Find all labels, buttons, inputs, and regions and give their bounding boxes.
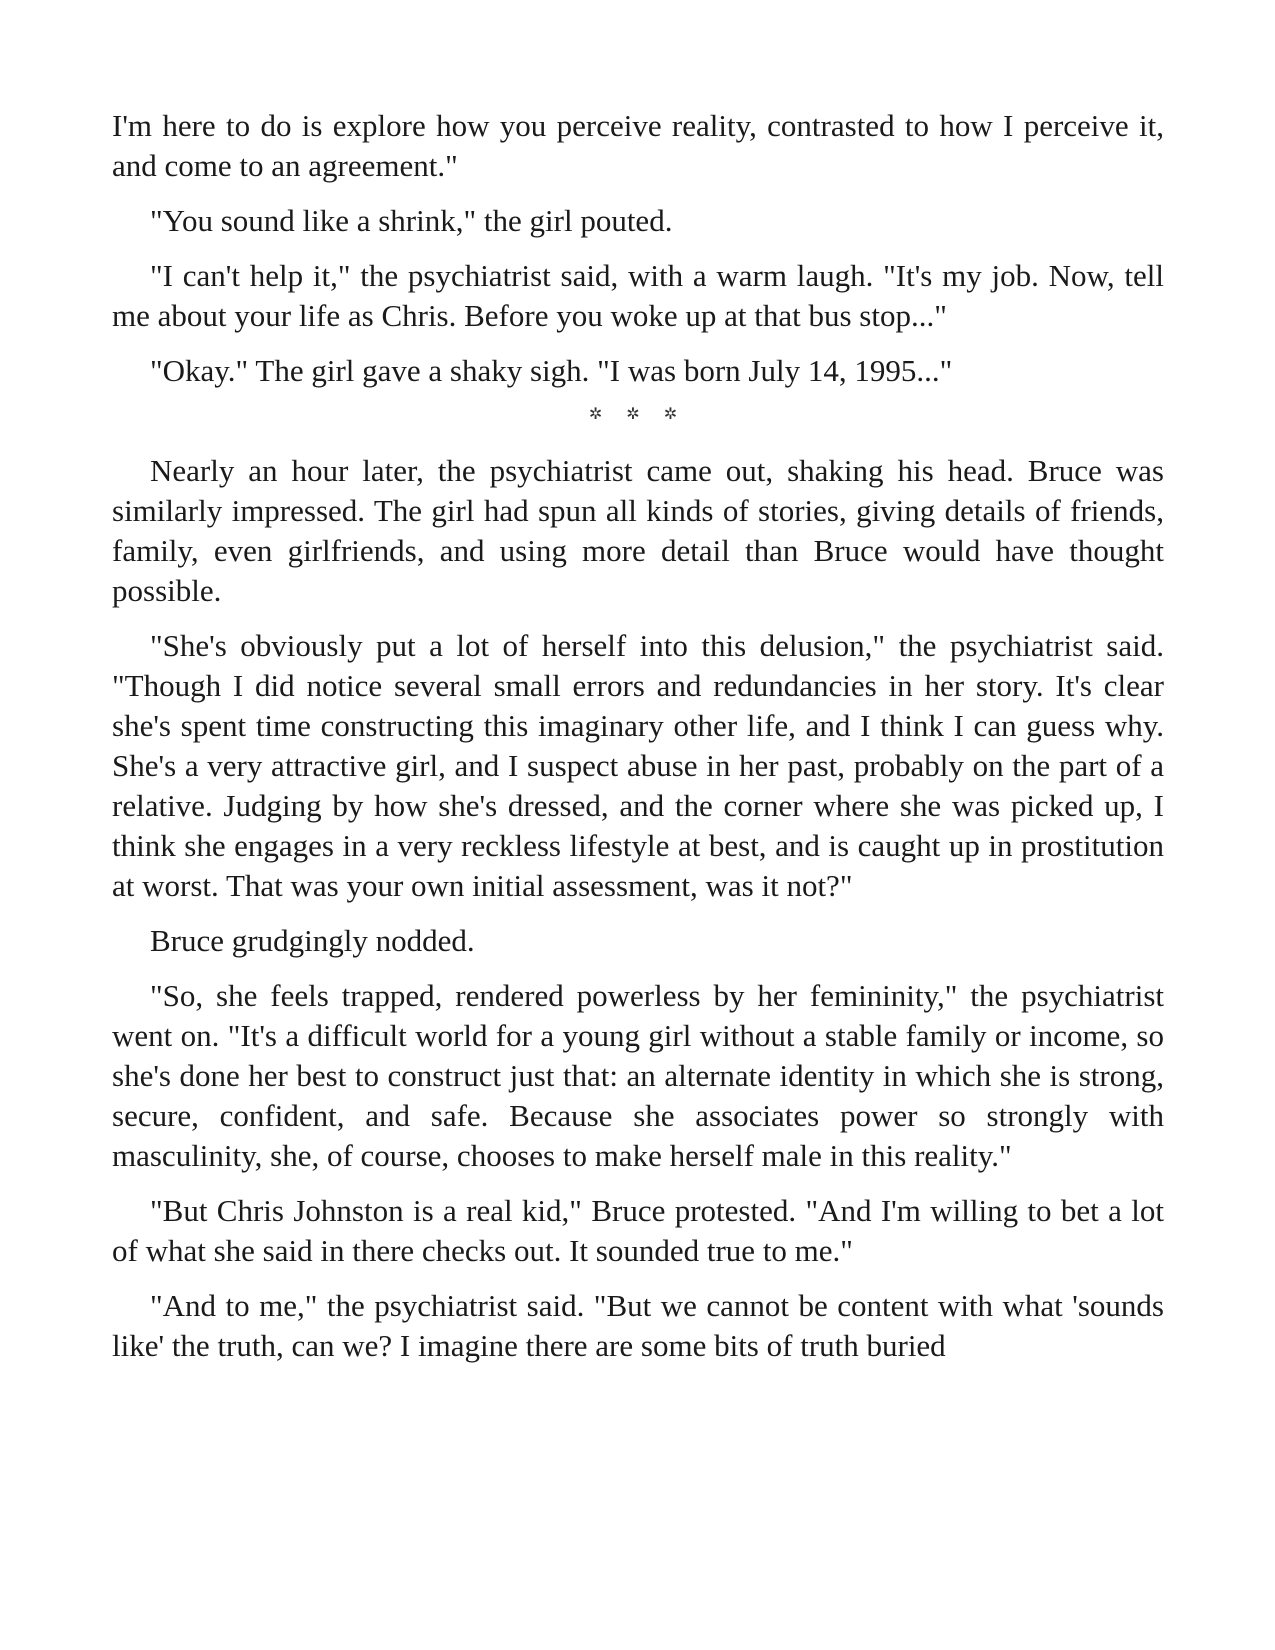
paragraph: "Okay." The girl gave a shaky sigh. "I was born July 14, 1995..." xyxy=(150,353,953,388)
paragraph: Nearly an hour later, the psychiatrist came out, shaking his head. Bruce was similarly impressed. The girl had spun all kinds of stories, giving details of friends, family, even girlfriends, and using more detail than Bruce would have thought possible. xyxy=(112,453,1164,608)
scene-break-ornament: ✲ ✲ ✲ xyxy=(588,406,688,423)
paragraph: Bruce grudgingly nodded. xyxy=(150,923,475,958)
paragraph-continuation: I'm here to do is explore how you perceive reality, contrasted to how I perceive it, and come to an agreement." xyxy=(112,108,1164,183)
paragraph: "I can't help it," the psychiatrist said, with a warm laugh. "It's my job. Now, tell me about your life as Chris. Before you woke up at that bus stop..." xyxy=(112,258,1164,333)
paragraph: "But Chris Johnston is a real kid," Bruce protested. "And I'm willing to bet a lot of what she said in there checks out. It sounded true to me." xyxy=(112,1193,1164,1268)
paragraph: "You sound like a shrink," the girl pouted. xyxy=(150,203,673,238)
book-page xyxy=(112,106,1164,1381)
paragraph: "So, she feels trapped, rendered powerless by her femininity," the psychiatrist went on. "It's a difficult world for a young girl without a stable family or income, so she's done her best to construct just that: an alternate identity in which she is strong, secure, confident, and safe. Because she associates power so strongly with masculinity, she, of course, chooses to make herself male in this reality." xyxy=(112,978,1164,1173)
paragraph: "She's obviously put a lot of herself into this delusion," the psychiatrist said. "Though I did notice several small errors and redundancies in her story. It's clear she's spent time constructing this imaginary other life, and I think I can guess why. She's a very attractive girl, and I suspect abuse in her past, probably on the part of a relative. Judging by how she's dressed, and the corner where she was picked up, I think she engages in a very reckless lifestyle at best, and is caught up in prostitution at worst. That was your own initial assessment, was it not?" xyxy=(112,628,1164,903)
paragraph: "And to me," the psychiatrist said. "But we cannot be content with what 'sounds like' the truth, can we? I imagine there are some bits of truth buried xyxy=(112,1288,1164,1363)
